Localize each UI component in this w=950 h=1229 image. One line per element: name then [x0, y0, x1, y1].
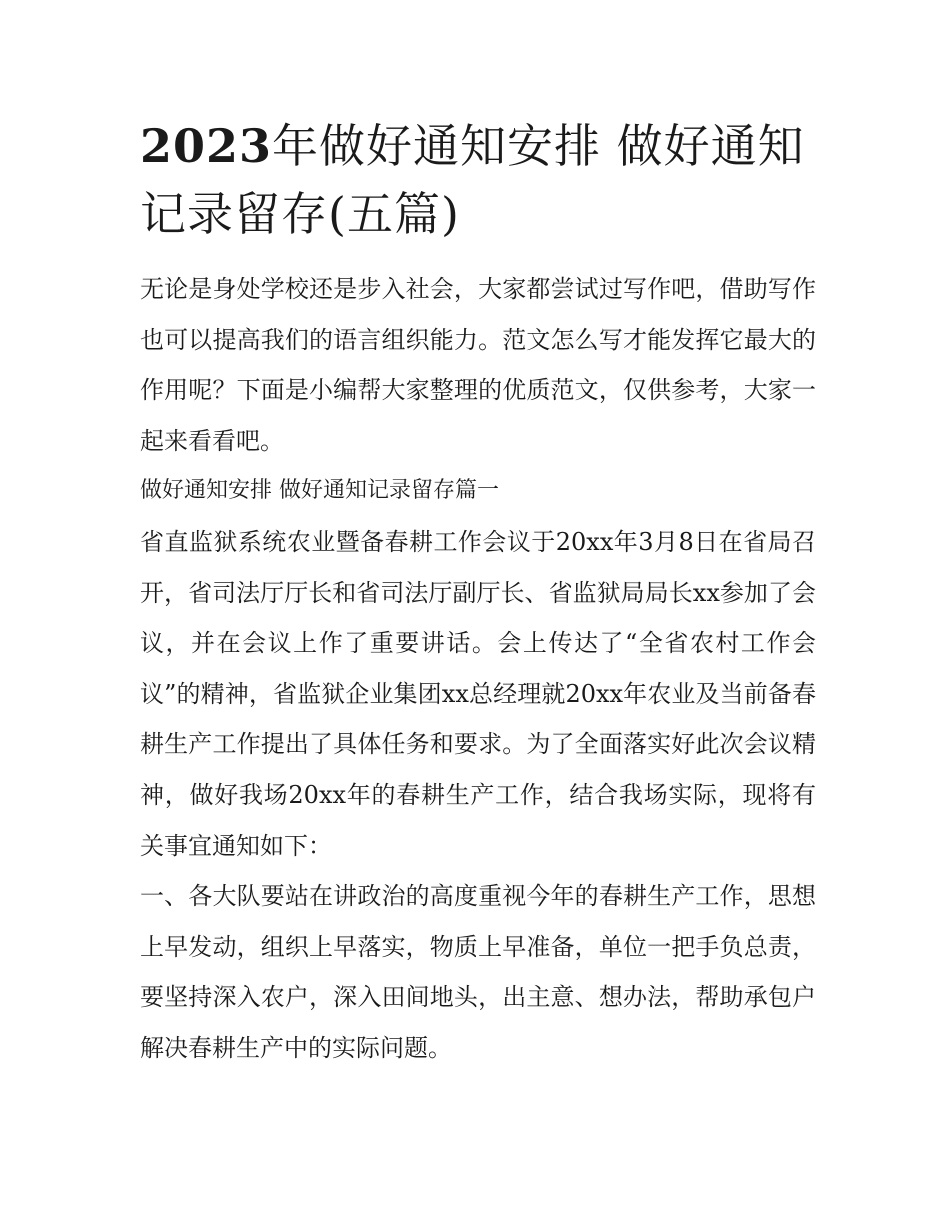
document-title [140, 112, 816, 248]
section-heading: 做好通知安排 做好通知记录留存篇一 [140, 478, 499, 504]
title-year: 2023 [140, 119, 273, 173]
body-paragraph-2: 一、各大队要站在讲政治的高度重视今年的春耕生产工作，思想上早发动，组织上早落实，物质上早准备，单位一把手负总责，要坚持深入农户，深入田间地头，出主意、想办法，帮助承包户解决春耕生产中的实际问题。 [140, 882, 816, 1062]
body-paragraph-1: 省直监狱系统农业暨备春耕工作会议于20xx年3月8日在省局召开，省司法厅厅长和省司法厅副厅长、省监狱局局长xx参加了会议，并在会议上作了重要讲话。会上传达了“全省农村工作会议”的精神，省监狱企业集团xx总经理就20xx年农业及当前备春耕生产工作提出了具体任务和要求。为了全面落实好此次会议精神，做好我场20xx年的春耕生产工作，结合我场实际，现将有关事宜通知如下： [140, 527, 816, 860]
intro-paragraph: 无论是身处学校还是步入社会，大家都尝试过写作吧，借助写作也可以提高我们的语言组织能力。范文怎么写才能发挥它最大的作用呢？下面是小编帮大家整理的优质范文，仅供参考，大家一起来看看吧。 [140, 275, 816, 455]
document-body [140, 112, 816, 1074]
title-text: 年做好通知安排 做好通知记录留存(五篇) [140, 119, 805, 241]
